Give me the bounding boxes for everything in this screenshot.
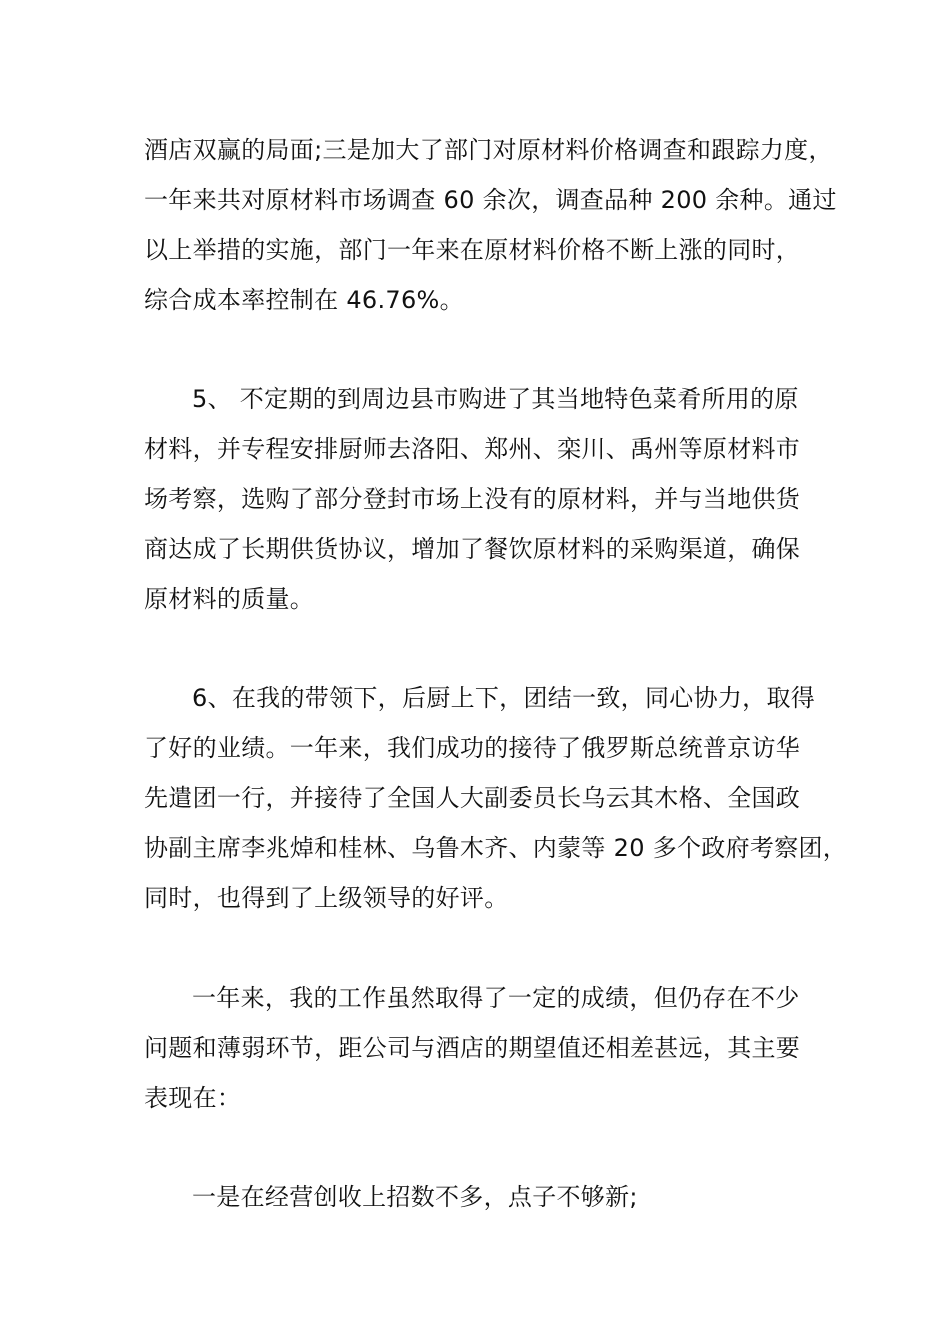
text-line: 酒店双赢的局面;三是加大了部门对原材料价格调查和跟踪力度， (144, 136, 833, 164)
text-line: 场考察，选购了部分登封市场上没有的原材料，并与当地供货 (144, 485, 801, 513)
text-line: 以上举措的实施，部门一年来在原材料价格不断上涨的同时， (144, 236, 801, 264)
text-line: 表现在： (144, 1084, 242, 1112)
text-line: 一年来，我的工作虽然取得了一定的成绩，但仍存在不少 (192, 984, 800, 1012)
text-line: 问题和薄弱环节，距公司与酒店的期望值还相差甚远，其主要 (144, 1034, 801, 1062)
text-line: 先遣团一行，并接待了全国人大副委员长乌云其木格、全国政 (144, 784, 801, 812)
text-line: 商达成了长期供货协议，增加了餐饮原材料的采购渠道，确保 (144, 535, 801, 563)
text-line: 原材料的质量。 (144, 585, 315, 613)
text-line: 一年来共对原材料市场调查 60 余次，调查品种 200 余种。通过 (144, 186, 837, 214)
text-line: 材料，并专程安排厨师去洛阳、郑州、栾川、禹州等原材料市 (144, 435, 801, 463)
text-line: 6、在我的带领下，后厨上下，团结一致，同心协力，取得 (192, 684, 816, 712)
text-line: 5、 不定期的到周边县市购进了其当地特色菜肴所用的原 (192, 385, 799, 413)
text-line: 协副主席李兆焯和桂林、乌鲁木齐、内蒙等 20 多个政府考察团， (144, 834, 848, 862)
text-line: 综合成本率控制在 46.76%。 (144, 286, 464, 314)
text-line: 同时，也得到了上级领导的好评。 (144, 884, 509, 912)
text-line: 了好的业绩。一年来，我们成功的接待了俄罗斯总统普京访华 (144, 734, 801, 762)
text-line: 一是在经营创收上招数不多，点子不够新; (192, 1183, 638, 1211)
